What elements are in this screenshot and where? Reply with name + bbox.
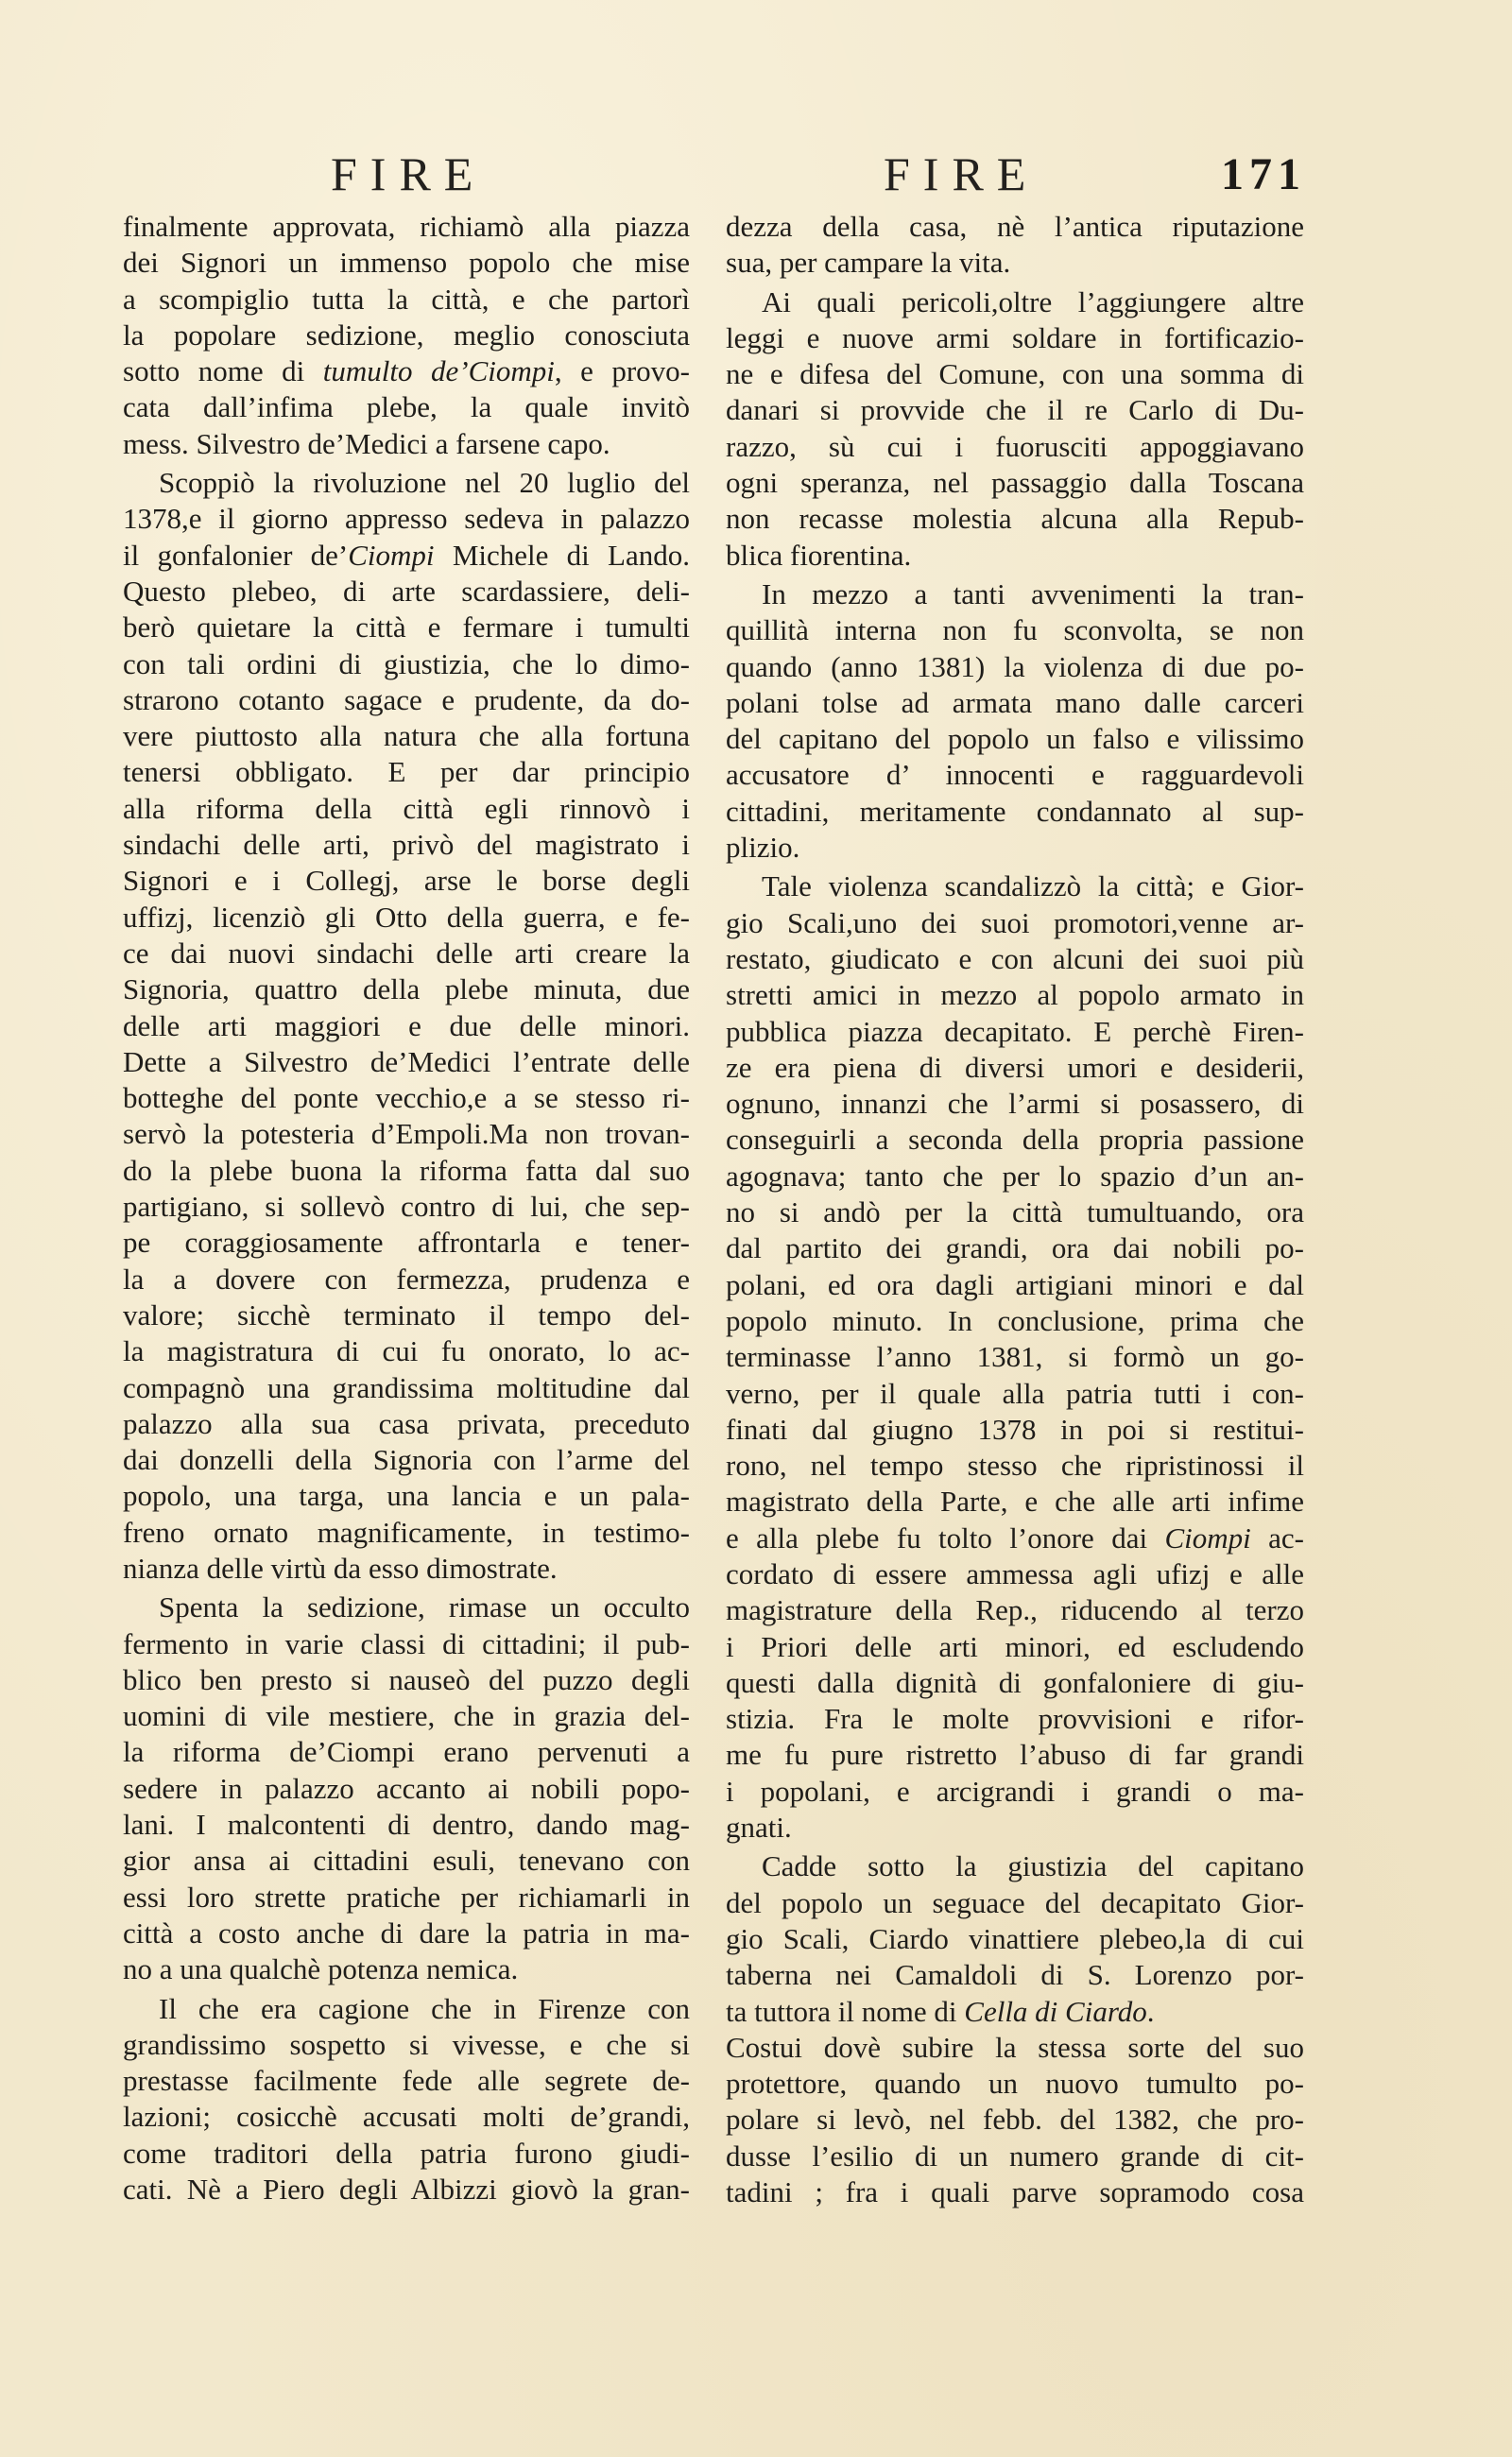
text-line: ce dai nuovi sindachi delle arti creare la <box>123 936 690 970</box>
text-line: dezza della casa, nè l’antica riputazione <box>726 210 1304 243</box>
page-number: 171 <box>1221 149 1306 199</box>
text-line: gio Scali, Ciardo vinattiere plebeo,la di cui <box>726 1921 1304 1955</box>
text-line: alla riforma della città egli rinnovò i <box>123 791 690 825</box>
text-line: lani. I malcontenti di dentro, dando mag- <box>123 1808 690 1842</box>
text-line: Costui dovè subire la stessa sorte del suo <box>726 2030 1304 2064</box>
text-line: uomini di vile mestiere, che in grazia del- <box>123 1699 690 1733</box>
text-line: no a una qualchè potenza nemica. <box>123 1952 519 1986</box>
text-line: delle arti maggiori e due delle minori. <box>123 1008 690 1042</box>
text-line: Scoppiò la rivoluzione nel 20 luglio del <box>159 466 690 500</box>
text-line: nianza delle virtù da esso dimostrate. <box>123 1551 558 1585</box>
text-line: servò la potesteria d’Empoli.Ma non trovan- <box>123 1117 690 1151</box>
text-line: finati dal giugno 1378 in poi si restitui- <box>726 1412 1304 1446</box>
text-line: no si andò per la città tumultuando, ora <box>726 1195 1304 1229</box>
text-line: il gonfalonier de’Ciompi Michele di Lando. <box>123 538 690 572</box>
text-line: ta tuttora il nome di Cella di Ciardo. <box>726 1994 1155 2028</box>
text-line: plizio. <box>726 831 800 865</box>
text-line: fermento in varie classi di cittadini; il pub- <box>123 1626 690 1660</box>
text-line: uffizj, licenziò gli Otto della guerra, e fe- <box>123 900 690 934</box>
text-line: sindachi delle arti, privò del magistrato i <box>123 828 690 862</box>
text-line: la magistratura di cui fu onorato, lo ac- <box>123 1334 690 1368</box>
text-line: valore; sicchè terminato il tempo del- <box>123 1297 690 1332</box>
text-line: Dette a Silvestro de’Medici l’entrate delle <box>123 1044 690 1078</box>
text-line: conseguirli a seconda della propria passione <box>726 1123 1304 1157</box>
text-line: palazzo alla sua casa privata, preceduto <box>123 1406 690 1440</box>
text-line: grandissimo sospetto si vivesse, e che si <box>123 2027 690 2061</box>
text-line: città a costo anche di dare la patria in ma- <box>123 1916 690 1950</box>
text-line: quando (anno 1381) la violenza di due po- <box>726 649 1304 683</box>
text-line: dal partito dei grandi, ora dai nobili po- <box>726 1231 1304 1265</box>
text-line: sua, per campare la vita. <box>726 246 1011 280</box>
running-head-right: FIRE <box>884 147 1040 200</box>
text-line: gio Scali,uno dei suoi promotori,venne ar- <box>726 905 1304 939</box>
text-line: leggi e nuove armi soldare in fortificazio- <box>726 320 1304 354</box>
text-line: ognuno, innanzi che l’armi si posassero, di <box>726 1087 1304 1121</box>
text-line: compagnò una grandissima moltitudine dal <box>123 1370 690 1404</box>
text-line: dusse l’esilio di un numero grande di cit- <box>726 2139 1304 2173</box>
running-head-left: FIRE <box>331 147 487 200</box>
text-line: e alla plebe fu tolto l’onore dai Ciompi ac- <box>726 1521 1305 1555</box>
text-line: del popolo un seguace del decapitato Gior- <box>726 1885 1304 1919</box>
text-line: la riforma de’Ciompi erano pervenuti a <box>123 1735 690 1769</box>
text-line: popolo, una targa, una lancia e un pala- <box>123 1479 690 1513</box>
text-line: stizia. Fra le molte provvisioni e rifor- <box>726 1702 1304 1736</box>
text-line: popolo minuto. In conclusione, prima che <box>726 1303 1304 1337</box>
text-line: magistrato della Parte, e che alle arti infime <box>726 1485 1304 1519</box>
text-line: agognava; tanto che per lo spazio d’un an- <box>726 1159 1304 1193</box>
text-line: non recasse molestia alcuna alla Repub- <box>726 502 1304 536</box>
text-line: ogni speranza, nel passaggio dalla Toscana <box>726 466 1304 500</box>
text-line: accusatore d’ innocenti e ragguardevoli <box>726 758 1304 792</box>
text-line: gnati. <box>726 1811 792 1845</box>
text-line: ze era piena di diversi umori e desiderii, <box>726 1050 1304 1084</box>
text-line: Ai quali pericoli,oltre l’aggiungere altre <box>762 284 1304 318</box>
text-line: razzo, sù cui i fuorusciti appoggiavano <box>726 429 1304 463</box>
text-line: polani tolse ad armata mano dalle carceri <box>726 685 1304 719</box>
text-line: protettore, quando un nuovo tumulto po- <box>726 2067 1304 2101</box>
text-line: dai donzelli della Signoria con l’arme del <box>123 1443 690 1477</box>
text-column-left <box>123 209 690 2208</box>
text-line: Signori e i Collegj, arse le borse degli <box>123 864 690 898</box>
text-line: Cadde sotto la giustizia del capitano <box>762 1849 1304 1883</box>
text-line: polare si levò, nel febb. del 1382, che pro- <box>726 2103 1304 2137</box>
text-line: lazioni; cosicchè accusati molti de’grandi, <box>123 2100 690 2134</box>
text-line: la popolare sedizione, meglio conosciuta <box>123 318 690 352</box>
text-line: essi loro strette pratiche per richiamarli in <box>123 1880 690 1914</box>
text-line: me fu pure ristretto l’abuso di far grandi <box>726 1738 1304 1772</box>
text-line: cordato di essere ammessa agli ufizj e alle <box>726 1556 1304 1590</box>
text-line: berò quietare la città e fermare i tumulti <box>123 610 690 644</box>
text-line: Il che era cagione che in Firenze con <box>159 1991 690 2025</box>
text-line: do la plebe buona la riforma fatta dal suo <box>123 1153 690 1187</box>
text-line: cata dall’infima plebe, la quale invitò <box>123 390 690 424</box>
text-line: Questo plebeo, di arte scardassiere, deli- <box>123 574 690 608</box>
text-line: sedere in palazzo accanto ai nobili popo- <box>123 1771 690 1805</box>
text-line: pubblica piazza decapitato. E perchè Firen- <box>726 1014 1304 1048</box>
text-line: polani, ed ora dagli artigiani minori e dal <box>726 1267 1304 1301</box>
text-line: con tali ordini di giustizia, che lo dimo- <box>123 646 690 680</box>
text-line: In mezzo a tanti avvenimenti la tran- <box>762 576 1304 610</box>
text-line: gior ansa ai cittadini esuli, tenevano con <box>123 1844 690 1878</box>
text-line: prestasse facilmente fede alle segrete de- <box>123 2064 690 2098</box>
text-line: rono, nel tempo stesso che ripristinossi il <box>726 1449 1304 1483</box>
text-line: taberna nei Camaldoli di S. Lorenzo por- <box>726 1958 1304 1992</box>
text-line: sotto nome di tumulto de’Ciompi, e provo- <box>123 354 690 388</box>
text-line: 1378,e il giorno appresso sedeva in palazzo <box>123 502 690 536</box>
text-line: danari si provvide che il re Carlo di Du- <box>726 393 1304 427</box>
text-line: terminasse l’anno 1381, si formò un go- <box>726 1340 1304 1374</box>
text-line: mess. Silvestro de’Medici a farsene capo. <box>123 426 610 460</box>
text-line: botteghe del ponte vecchio,e a se stesso ri- <box>123 1081 690 1115</box>
text-line: i popolani, e arcigrandi i grandi o ma- <box>726 1774 1304 1808</box>
text-line: tenersi obbligato. E per dar principio <box>123 755 690 789</box>
text-line: come traditori della patria furono giudi- <box>123 2136 690 2170</box>
text-line: ne e difesa del Comune, con una somma di <box>726 357 1304 391</box>
text-line: verno, per il quale alla patria tutti i con- <box>726 1376 1304 1410</box>
text-line: freno ornato magnificamente, in testimo- <box>123 1515 690 1549</box>
text-line: strarono cotanto sagace e prudente, da do- <box>123 682 690 716</box>
text-line: finalmente approvata, richiamò alla piazza <box>123 210 690 243</box>
text-line: questi dalla dignità di gonfaloniere di giu- <box>726 1665 1304 1699</box>
text-line: restato, giudicato e con alcuni dei suoi più <box>726 941 1304 975</box>
text-line: blico ben presto si nauseò del puzzo degli <box>123 1662 690 1696</box>
text-line: a scompiglio tutta la città, e che partorì <box>123 282 690 316</box>
text-line: la a dovere con fermezza, prudenza e <box>123 1262 690 1296</box>
text-line: del capitano del popolo un falso e vilissimo <box>726 722 1304 756</box>
text-line: cati. Nè a Piero degli Albizzi giovò la gran- <box>123 2173 690 2207</box>
text-line: Spenta la sedizione, rimase un occulto <box>159 1590 690 1624</box>
text-line: tadini ; fra i quali parve sopramodo cosa <box>726 2175 1304 2209</box>
text-line: cittadini, meritamente condannato al sup- <box>726 794 1304 828</box>
text-line: vere piuttosto alla natura che alla fortuna <box>123 719 690 753</box>
text-line: dei Signori un immenso popolo che mise <box>123 246 690 280</box>
text-line: quillità interna non fu sconvolta, se non <box>726 613 1304 647</box>
text-line: Tale violenza scandalizzò la città; e Gior- <box>762 869 1304 903</box>
text-line: stretti amici in mezzo al popolo armato in <box>726 978 1304 1012</box>
text-column-right <box>726 209 1304 2210</box>
text-line: blica fiorentina. <box>726 538 912 572</box>
text-line: pe coraggiosamente affrontarla e tener- <box>123 1226 690 1260</box>
text-line: Signoria, quattro della plebe minuta, due <box>123 972 690 1006</box>
text-line: magistrature della Rep., riducendo al terzo <box>726 1593 1304 1627</box>
text-line: i Priori delle arti minori, ed escludendo <box>726 1629 1304 1663</box>
text-line: partigiano, si sollevò contro di lui, che sep- <box>123 1190 690 1224</box>
